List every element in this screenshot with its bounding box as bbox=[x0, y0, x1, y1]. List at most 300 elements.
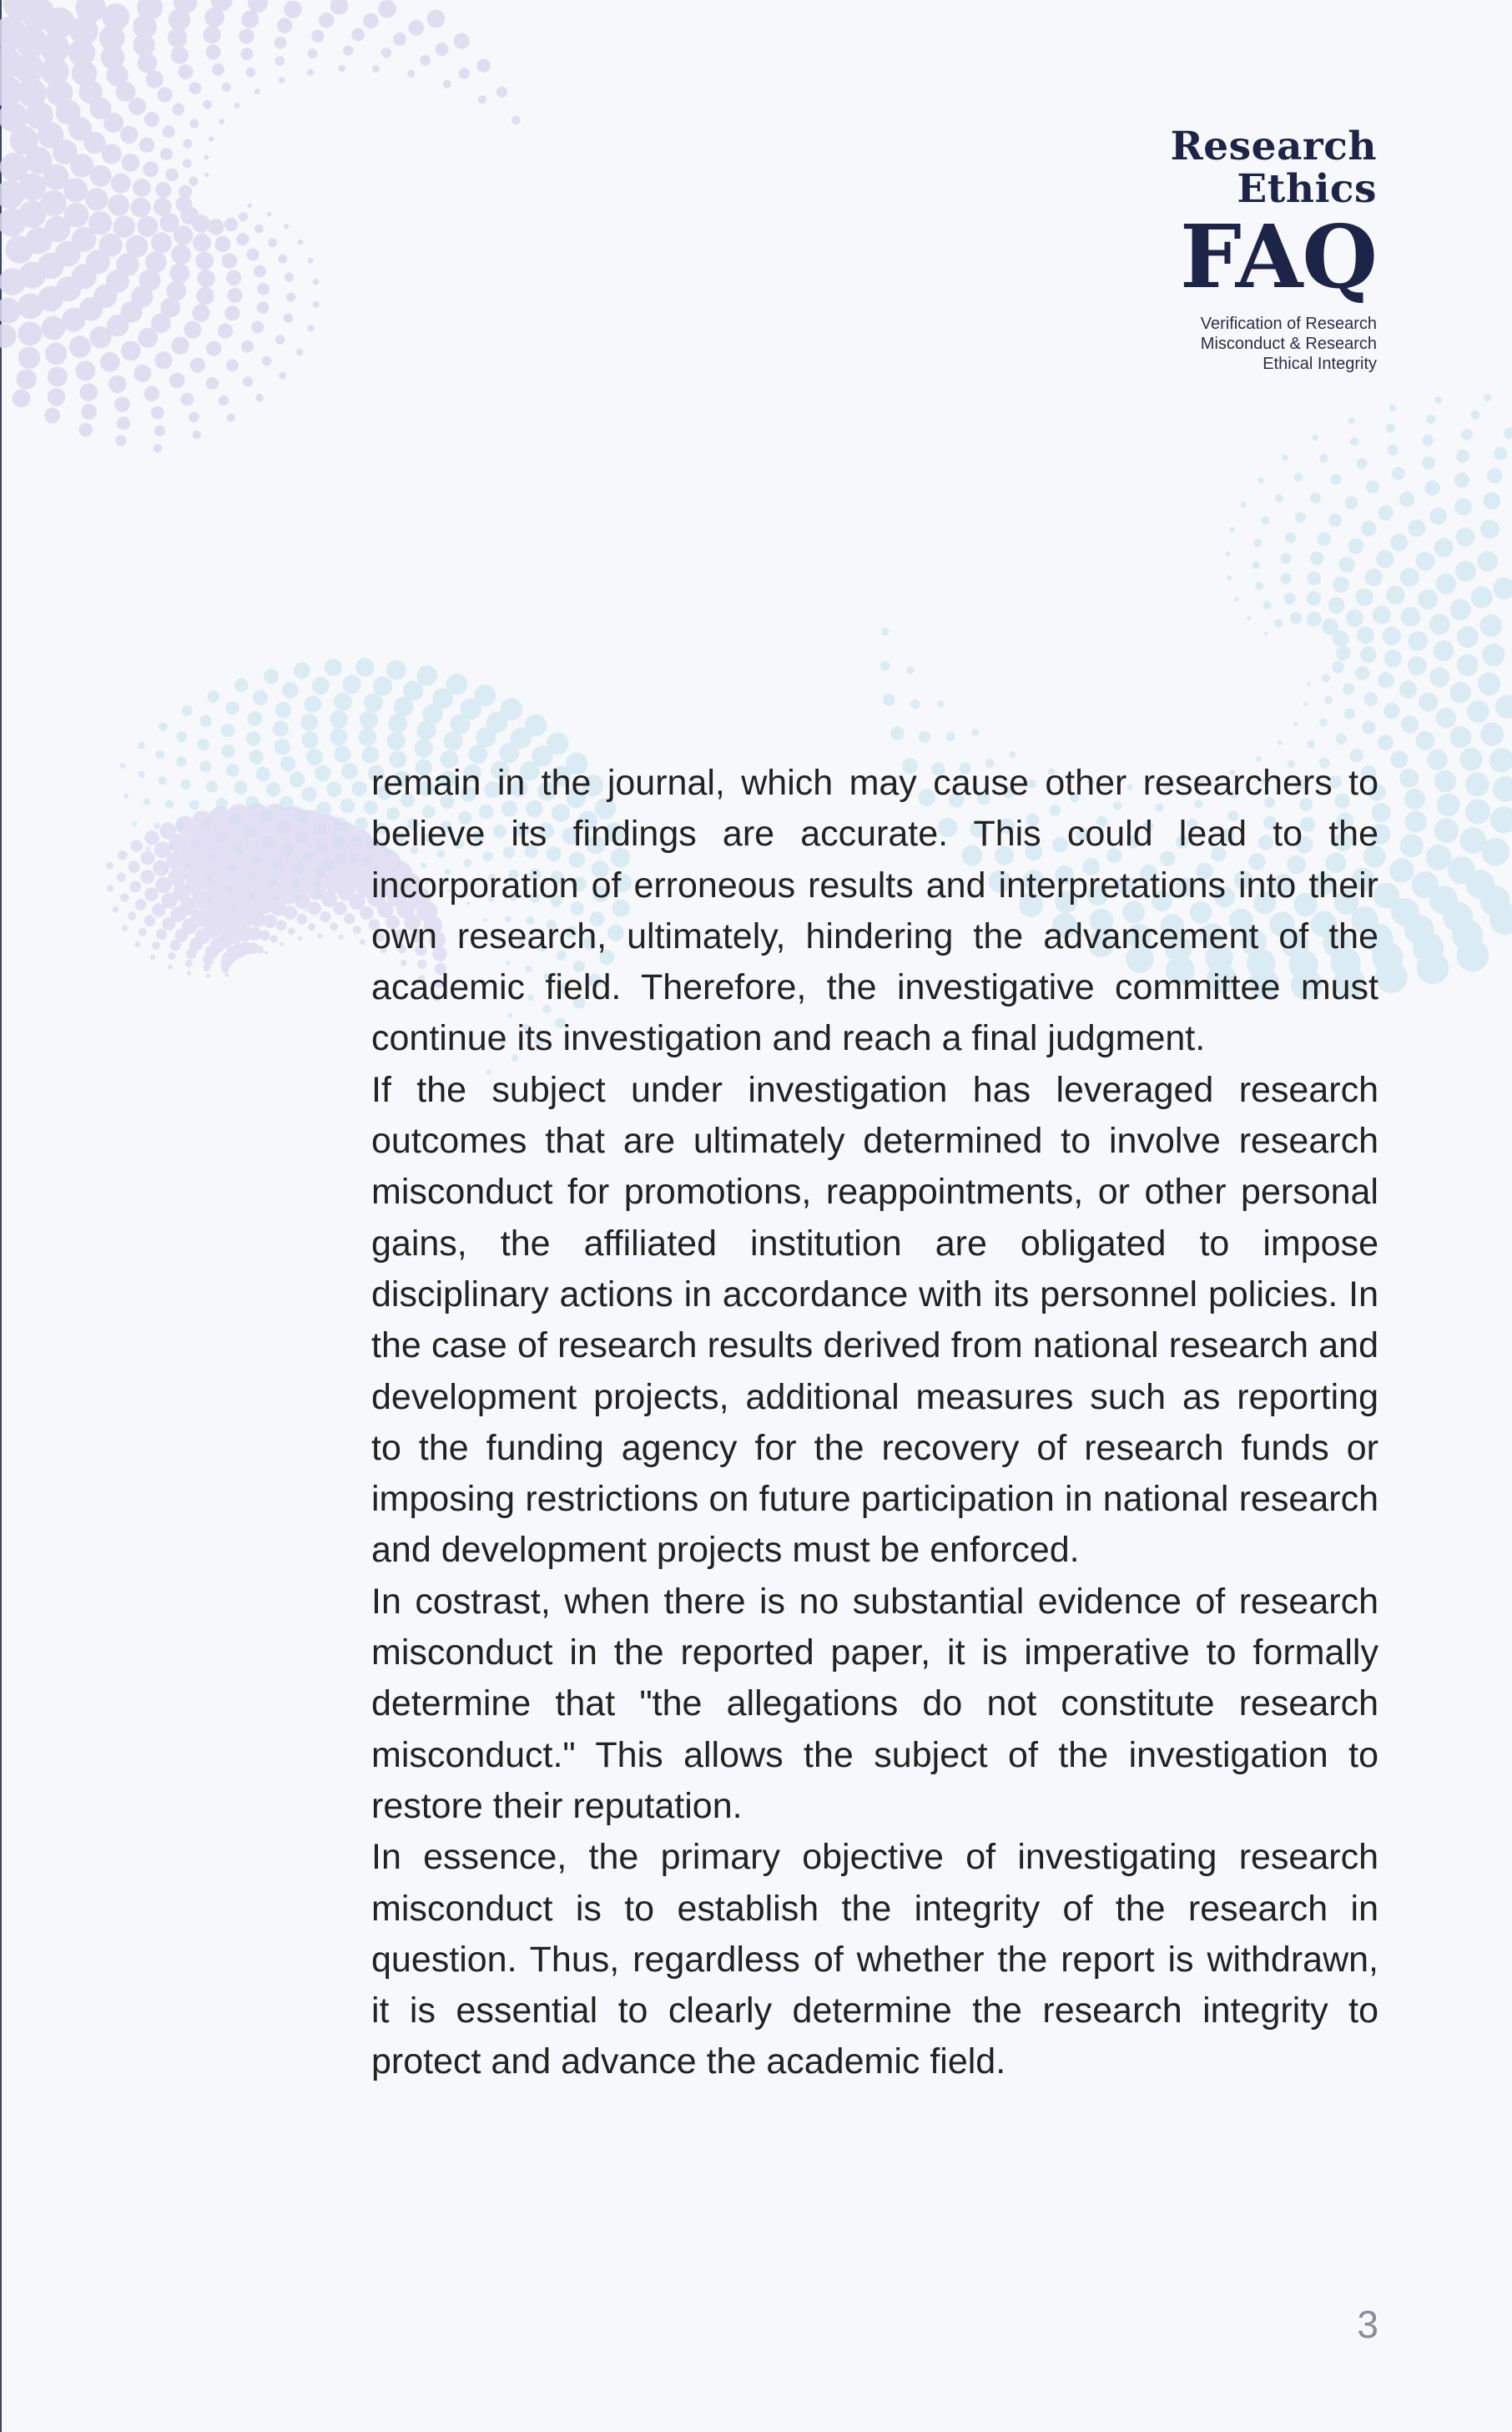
decor-dot bbox=[134, 941, 140, 947]
decor-dot bbox=[308, 923, 315, 931]
decor-dot bbox=[1280, 573, 1291, 584]
decor-dot bbox=[1457, 654, 1479, 676]
decor-dot bbox=[330, 922, 338, 931]
decor-dot bbox=[416, 665, 437, 686]
decor-dot bbox=[1484, 394, 1491, 401]
decor-dot bbox=[1465, 799, 1490, 824]
decor-dot bbox=[378, 0, 396, 18]
decor-dot bbox=[1227, 575, 1232, 580]
decor-dot bbox=[278, 255, 287, 264]
decor-dot bbox=[353, 926, 361, 934]
decor-dot bbox=[1408, 519, 1425, 537]
decor-dot bbox=[154, 841, 171, 858]
decor-dot bbox=[204, 154, 209, 159]
decor-dot bbox=[122, 926, 128, 931]
decor-dot bbox=[158, 776, 166, 785]
decor-dot bbox=[446, 674, 468, 695]
decor-dot bbox=[427, 10, 446, 28]
decor-dot bbox=[1263, 601, 1272, 609]
decor-dot bbox=[262, 356, 272, 366]
decor-dot bbox=[313, 301, 320, 308]
decor-dot bbox=[890, 726, 905, 740]
decor-dot bbox=[1375, 961, 1408, 993]
decor-dot bbox=[243, 376, 253, 386]
decor-dot bbox=[1310, 492, 1321, 503]
decor-dot bbox=[247, 711, 262, 726]
decor-dot bbox=[226, 359, 239, 371]
decor-dot bbox=[1295, 512, 1306, 523]
decor-dot bbox=[1366, 481, 1379, 494]
decor-dot bbox=[1383, 703, 1399, 719]
decor-dot bbox=[409, 20, 425, 36]
decor-dot bbox=[1275, 494, 1283, 502]
decor-dot bbox=[298, 936, 302, 941]
paragraph: In costrast, when there is no substantial evidence of research misconduct in the reported paper, it is imperative to formally determine that "the allegations do not constitute research misconduct." This allows the subject of the investigation to restore their reputation. bbox=[371, 1581, 1378, 1826]
decor-dot bbox=[246, 249, 259, 261]
paragraph: In essence, the primary objective of investigating research misconduct is to establish the integrity of the research in question. Thus, regardless of whether the report is withdrawn, it is essential to clearly determine the research integrity to protect and advance the academic field. bbox=[371, 1837, 1378, 2082]
decor-dot bbox=[171, 46, 189, 63]
decor-dot bbox=[1264, 632, 1268, 636]
decor-dot bbox=[276, 920, 287, 931]
decor-dot bbox=[156, 929, 167, 940]
decor-dot bbox=[154, 351, 172, 369]
decor-dot bbox=[192, 305, 209, 322]
decor-dot bbox=[144, 798, 150, 805]
decor-dot bbox=[1328, 513, 1342, 527]
decor-dot bbox=[144, 916, 155, 926]
decor-dot bbox=[224, 218, 238, 231]
decor-dot bbox=[270, 935, 278, 942]
decor-dot bbox=[1262, 517, 1270, 525]
decor-dot bbox=[313, 279, 319, 285]
decor-dot bbox=[189, 412, 199, 423]
decor-dot bbox=[221, 744, 234, 758]
decor-dot bbox=[1345, 496, 1358, 509]
decor-dot bbox=[204, 173, 209, 178]
decor-dot bbox=[193, 234, 211, 252]
decor-dot bbox=[1436, 573, 1457, 594]
decor-dot bbox=[1425, 481, 1440, 496]
decor-dot bbox=[344, 913, 355, 924]
decor-dot bbox=[1258, 477, 1264, 483]
decor-dot bbox=[45, 343, 68, 366]
decor-dot bbox=[275, 739, 290, 754]
decor-dot bbox=[1343, 684, 1354, 695]
decor-dot bbox=[1355, 666, 1369, 680]
decor-dot bbox=[106, 862, 113, 870]
decor-dot bbox=[1241, 502, 1247, 507]
decor-dot bbox=[248, 927, 261, 941]
decor-dot bbox=[159, 823, 176, 840]
decor-dot bbox=[123, 794, 129, 799]
decor-dot bbox=[388, 714, 407, 733]
decor-dot bbox=[234, 679, 248, 692]
decor-dot bbox=[1331, 474, 1342, 485]
decor-dot bbox=[218, 324, 233, 339]
decor-dot bbox=[1282, 455, 1288, 462]
brand-logo bbox=[1076, 125, 1377, 374]
decor-dot bbox=[222, 83, 231, 92]
decor-dot bbox=[44, 407, 60, 423]
paragraph: remain in the journal, which may cause other researchers to believe its findings are accurate. This could lead to the incorporation of erroneous results and interpretations into their own research, ultimately, hindering the advancement of the academic field. Therefore, the investigative committee must continue its investigation and reach a final judgment. bbox=[371, 763, 1378, 1059]
decor-dot bbox=[246, 68, 255, 77]
decor-dot bbox=[219, 396, 229, 406]
decor-dot bbox=[1324, 696, 1333, 704]
brand-subtitle-line: Verification of Research bbox=[1200, 315, 1377, 333]
decor-dot bbox=[129, 881, 141, 893]
decor-dot bbox=[1307, 740, 1315, 749]
decor-dot bbox=[1278, 740, 1283, 745]
decor-dot bbox=[168, 965, 173, 970]
decor-dot bbox=[221, 724, 234, 737]
decor-dot bbox=[1482, 643, 1504, 666]
decor-dot bbox=[1355, 588, 1373, 606]
decor-dot bbox=[0, 76, 23, 107]
decor-dot bbox=[1362, 721, 1375, 734]
decor-dot bbox=[138, 53, 158, 73]
decor-dot bbox=[284, 224, 289, 229]
decor-dot bbox=[880, 661, 890, 671]
decor-dot bbox=[208, 219, 224, 235]
decor-dot bbox=[247, 204, 252, 209]
decor-dot bbox=[1404, 789, 1425, 810]
decor-dot bbox=[512, 116, 521, 125]
decor-dot bbox=[134, 365, 151, 382]
decor-dot bbox=[176, 756, 186, 766]
decor-dot bbox=[1419, 693, 1438, 712]
decor-dot bbox=[120, 763, 126, 769]
decor-dot bbox=[206, 974, 210, 978]
decor-dot bbox=[273, 721, 289, 737]
decor-dot bbox=[1319, 719, 1328, 727]
decor-dot bbox=[102, 3, 129, 31]
decor-dot bbox=[311, 30, 324, 43]
decor-dot bbox=[496, 87, 507, 98]
decor-dot bbox=[1480, 723, 1504, 746]
decor-dot bbox=[308, 901, 321, 915]
decor-dot bbox=[1480, 520, 1499, 539]
decor-dot bbox=[1454, 472, 1469, 487]
decor-dot bbox=[1417, 951, 1449, 984]
decor-dot bbox=[150, 955, 155, 960]
decor-dot bbox=[1319, 454, 1328, 462]
decor-dot bbox=[203, 26, 220, 43]
decor-dot bbox=[1373, 606, 1391, 624]
decor-dot bbox=[1360, 646, 1377, 663]
decor-dot bbox=[154, 823, 160, 830]
decor-dot bbox=[117, 872, 126, 881]
decor-dot bbox=[1426, 845, 1452, 870]
decor-dot bbox=[195, 252, 214, 270]
decor-dot bbox=[407, 70, 415, 78]
decor-dot bbox=[206, 780, 218, 792]
decor-dot bbox=[351, 28, 365, 42]
decor-dot bbox=[1459, 748, 1483, 771]
decor-dot bbox=[183, 159, 192, 168]
decor-dot bbox=[363, 13, 379, 29]
decor-dot bbox=[255, 225, 264, 234]
decor-dot bbox=[146, 846, 151, 851]
decor-dot bbox=[1401, 607, 1421, 627]
decor-dot bbox=[89, 326, 111, 348]
decor-dot bbox=[381, 48, 391, 58]
decor-dot bbox=[1364, 692, 1378, 706]
decor-dot bbox=[459, 68, 470, 78]
decor-dot bbox=[184, 321, 201, 339]
decor-dot bbox=[118, 850, 128, 860]
decor-dot bbox=[179, 185, 192, 199]
decor-dot bbox=[338, 65, 345, 73]
decor-dot bbox=[181, 780, 191, 790]
decor-dot bbox=[165, 169, 178, 181]
decor-dot bbox=[1429, 667, 1449, 687]
decor-dot bbox=[240, 48, 253, 60]
decor-dot bbox=[1390, 534, 1408, 552]
decor-dot bbox=[190, 357, 205, 372]
decor-dot bbox=[168, 952, 175, 960]
brand-title-research: Research bbox=[1170, 124, 1377, 169]
decor-dot bbox=[1462, 429, 1474, 441]
decor-dot bbox=[360, 710, 378, 729]
decor-dot bbox=[158, 87, 173, 102]
decor-dot bbox=[257, 301, 270, 314]
decor-dot bbox=[1399, 769, 1419, 788]
decor-dot bbox=[18, 321, 43, 346]
decor-dot bbox=[1357, 627, 1374, 644]
decor-dot bbox=[919, 731, 930, 743]
decor-dot bbox=[436, 43, 449, 56]
decor-dot bbox=[443, 80, 451, 88]
decor-dot bbox=[80, 383, 98, 401]
decor-dot bbox=[1408, 656, 1427, 675]
decor-dot bbox=[183, 139, 192, 149]
decor-dot bbox=[225, 701, 239, 714]
decor-dot bbox=[169, 373, 184, 388]
decor-dot bbox=[151, 406, 164, 420]
decor-dot bbox=[275, 335, 285, 345]
decor-dot bbox=[69, 336, 91, 357]
decor-dot bbox=[144, 386, 159, 401]
decor-dot bbox=[41, 316, 65, 341]
decor-dot bbox=[257, 283, 270, 295]
decor-dot bbox=[255, 88, 260, 94]
decor-dot bbox=[1434, 770, 1456, 792]
decor-dot bbox=[420, 55, 431, 66]
decor-dot bbox=[175, 815, 194, 835]
decor-dot bbox=[415, 739, 433, 758]
decor-dot bbox=[1434, 396, 1442, 404]
decor-dot bbox=[172, 103, 184, 115]
decor-dot bbox=[168, 28, 188, 48]
decor-dot bbox=[189, 800, 199, 810]
brand-subtitle-line: Ethical Integrity bbox=[1263, 355, 1377, 373]
decor-dot bbox=[111, 174, 131, 194]
decor-dot bbox=[1416, 552, 1435, 571]
decor-dot bbox=[6, 235, 33, 263]
decor-dot bbox=[1247, 616, 1251, 620]
decor-dot bbox=[1387, 445, 1398, 456]
decor-dot bbox=[1384, 649, 1402, 667]
decor-dot bbox=[1426, 415, 1435, 424]
decor-dot bbox=[163, 125, 175, 138]
decor-dot bbox=[454, 33, 470, 49]
decor-dot bbox=[140, 850, 154, 865]
decor-dot bbox=[1504, 428, 1512, 440]
decor-dot bbox=[1455, 561, 1476, 582]
decor-dot bbox=[155, 182, 171, 198]
decor-dot bbox=[129, 98, 146, 115]
decor-dot bbox=[1350, 437, 1359, 447]
decor-dot bbox=[241, 11, 259, 28]
decor-dot bbox=[478, 95, 486, 103]
decor-dot bbox=[255, 394, 263, 401]
decor-dot bbox=[308, 48, 318, 58]
decor-dot bbox=[547, 733, 569, 755]
decor-dot bbox=[1274, 619, 1283, 628]
decor-dot bbox=[288, 927, 295, 935]
decor-dot bbox=[1422, 457, 1435, 470]
decor-dot bbox=[910, 699, 920, 709]
decor-dot bbox=[319, 13, 334, 28]
decor-dot bbox=[881, 628, 890, 636]
decor-dot bbox=[1482, 838, 1509, 865]
decor-dot bbox=[280, 942, 284, 946]
decor-dot bbox=[1477, 551, 1498, 572]
decor-dot bbox=[1471, 587, 1493, 608]
decor-dot bbox=[308, 258, 314, 264]
decor-dot bbox=[122, 154, 140, 172]
decor-dot bbox=[320, 911, 330, 922]
decor-dot bbox=[139, 928, 147, 936]
decor-dot bbox=[360, 939, 365, 945]
decor-dot bbox=[1479, 614, 1502, 637]
decor-dot bbox=[307, 325, 314, 331]
decor-dot bbox=[18, 294, 43, 320]
decor-dot bbox=[1400, 568, 1419, 587]
decor-dot bbox=[1434, 538, 1454, 558]
decor-dot bbox=[132, 821, 137, 826]
decor-dot bbox=[266, 782, 280, 796]
decor-dot bbox=[275, 702, 291, 718]
decor-dot bbox=[253, 690, 268, 705]
decor-dot bbox=[296, 914, 307, 925]
decor-dot bbox=[212, 63, 224, 76]
decor-dot bbox=[326, 782, 342, 798]
decor-dot bbox=[317, 934, 322, 939]
decor-dot bbox=[1285, 532, 1296, 543]
decor-dot bbox=[341, 763, 358, 780]
decor-dot bbox=[100, 352, 120, 372]
decor-dot bbox=[138, 771, 144, 778]
decor-dot bbox=[121, 341, 141, 361]
decor-dot bbox=[1423, 435, 1434, 446]
decor-dot bbox=[239, 212, 248, 221]
decor-dot bbox=[199, 760, 211, 772]
decor-dot bbox=[1361, 521, 1377, 537]
decor-dot bbox=[1427, 749, 1448, 770]
decor-dot bbox=[1225, 552, 1230, 557]
decor-dot bbox=[268, 239, 277, 248]
decor-dot bbox=[330, 728, 347, 745]
decor-dot bbox=[1389, 405, 1396, 411]
decor-dot bbox=[330, 0, 348, 15]
decor-dot bbox=[1429, 614, 1450, 635]
decor-dot bbox=[1307, 591, 1321, 605]
decor-dot bbox=[169, 263, 189, 283]
decor-dot bbox=[171, 245, 191, 265]
decor-dot bbox=[1307, 682, 1311, 686]
decor-dot bbox=[1346, 609, 1363, 627]
decor-dot bbox=[300, 714, 318, 731]
decor-dot bbox=[85, 188, 108, 210]
decor-dot bbox=[355, 817, 368, 830]
decor-dot bbox=[403, 681, 423, 701]
decor-dot bbox=[277, 18, 292, 33]
decor-dot bbox=[290, 772, 305, 788]
decor-dot bbox=[206, 377, 219, 390]
decor-dot bbox=[160, 148, 173, 160]
decor-dot bbox=[325, 658, 342, 676]
decor-dot bbox=[203, 964, 210, 971]
decor-dot bbox=[306, 749, 323, 765]
decor-dot bbox=[154, 444, 163, 453]
decor-dot bbox=[1333, 630, 1349, 647]
decor-dot bbox=[143, 161, 159, 177]
decor-dot bbox=[1328, 597, 1345, 613]
decor-dot bbox=[120, 893, 129, 902]
decor-dot bbox=[144, 112, 159, 127]
brand-title-ethics: Ethics bbox=[1237, 166, 1377, 212]
decor-dot bbox=[187, 971, 191, 975]
decor-dot bbox=[1401, 715, 1419, 733]
decor-dot bbox=[1392, 467, 1405, 480]
decor-dot bbox=[0, 324, 17, 348]
decor-dot bbox=[338, 935, 343, 940]
decor-dot bbox=[176, 732, 187, 743]
decor-dot bbox=[203, 100, 212, 109]
decor-dot bbox=[1490, 806, 1512, 833]
decor-dot bbox=[133, 179, 151, 197]
decor-dot bbox=[1234, 597, 1239, 602]
decor-dot bbox=[275, 56, 285, 66]
decor-dot bbox=[883, 694, 895, 705]
decor-dot bbox=[525, 714, 547, 737]
decor-dot bbox=[181, 393, 194, 406]
decor-dot bbox=[227, 288, 242, 303]
decor-dot bbox=[75, 361, 95, 381]
decor-dot bbox=[1418, 589, 1438, 609]
decor-dot bbox=[1348, 538, 1364, 554]
decor-dot bbox=[1284, 593, 1296, 604]
decor-dot bbox=[1416, 731, 1435, 750]
decor-dot bbox=[198, 739, 209, 750]
decor-dot bbox=[285, 273, 294, 282]
decor-dot bbox=[1434, 819, 1459, 843]
decor-dot bbox=[1495, 695, 1512, 719]
decor-dot bbox=[1365, 568, 1383, 586]
decor-dot bbox=[1336, 646, 1351, 661]
decor-dot bbox=[144, 887, 159, 901]
decor-dot bbox=[315, 765, 330, 781]
decor-dot bbox=[159, 723, 168, 732]
decor-dot bbox=[135, 899, 147, 911]
decor-dot bbox=[387, 732, 406, 750]
decor-dot bbox=[1294, 473, 1303, 482]
decor-dot bbox=[1343, 709, 1354, 719]
decor-dot bbox=[138, 328, 158, 348]
decor-dot bbox=[239, 29, 254, 44]
decor-dot bbox=[197, 270, 215, 288]
